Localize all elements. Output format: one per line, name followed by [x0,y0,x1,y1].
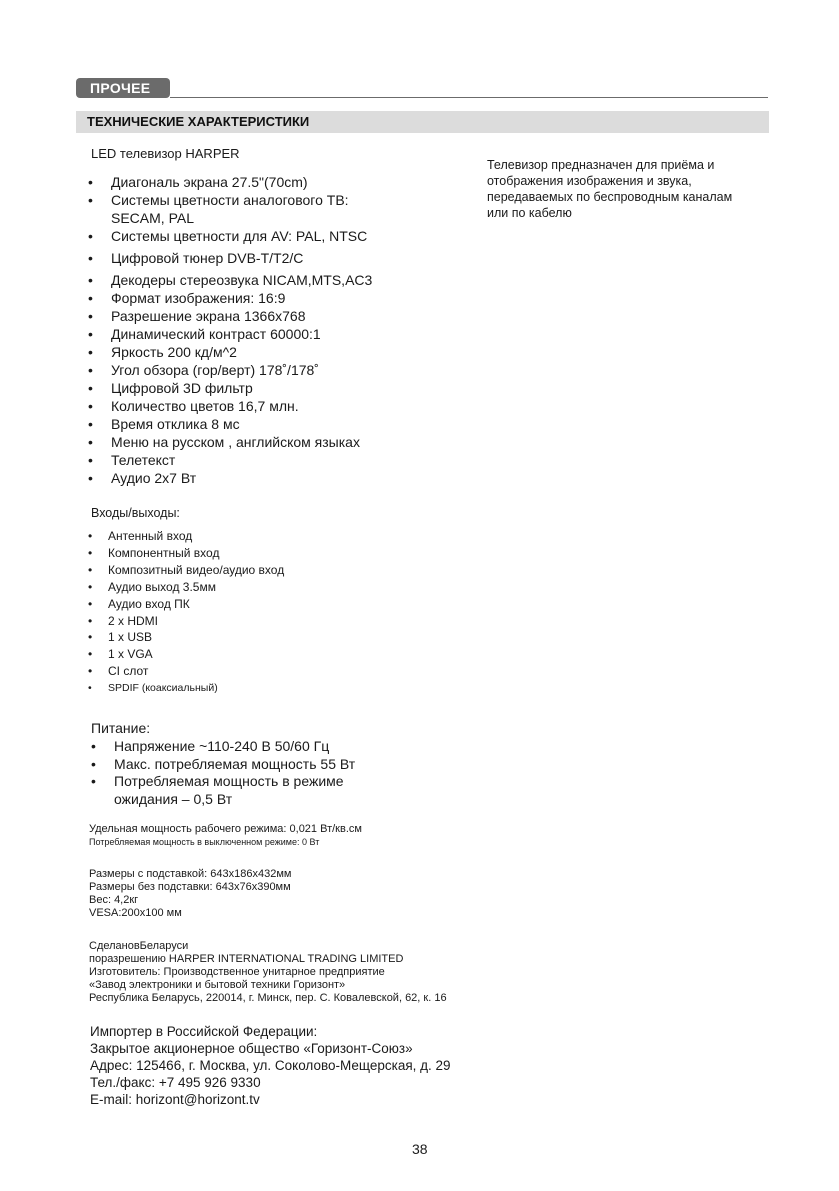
importer-block [90,1023,451,1108]
spec-item: • Цифровой тюнер DVB-T/T2/C [86,249,372,267]
io-item: • Антенный вход [86,528,284,545]
io-item: • SPDIF (коаксиальный) [86,680,284,697]
dimensions-block [89,868,291,920]
purpose-note-line: или по кабелю [487,206,572,220]
importer-line: Тел./факс: +7 495 926 9330 [90,1075,261,1090]
spec-item: • Системы цветности для AV: PAL, NTSC [86,227,372,245]
power-item-continuation: ожидания – 0,5 Вт [114,790,233,807]
spec-item: • Разрешение экрана 1366x768 [86,307,372,325]
section-divider [170,97,768,98]
power-item: • Макс. потребляемая мощность 55 Вт [89,756,355,774]
efficiency-line: Потребляемая мощность в выключенном режиме: 0 Вт [89,837,320,847]
manufacturer-line: Изготовитель: Производственное унитарное предприятие [89,966,385,978]
power-title: Питание: [91,720,151,736]
spec-item: • Аудио 2x7 Вт [86,469,372,487]
manufacturer-line: Республика Беларусь, 220014, г. Минск, пер. С. Ковалевской, 62, к. 16 [89,992,447,1004]
page-heading: ТЕХНИЧЕСКИЕ ХАРАКТЕРИСТИКИ [76,111,769,133]
purpose-note-line: передаваемых по беспроводным каналам [487,190,733,204]
io-item: • Аудио вход ПК [86,596,284,613]
purpose-note-line: отображения изображения и звука, [487,174,692,188]
io-item: • Компонентный вход [86,545,284,562]
io-item: • 1 x VGA [86,646,284,663]
io-item: • Композитный видео/аудио вход [86,562,284,579]
spec-item: • Декодеры стереозвука NICAM,MTS,AC3 [86,271,372,289]
manufacturer-line: СделановБеларуси [89,940,189,952]
spec-item-continuation: SECAM, PAL [111,210,194,226]
power-list [89,738,355,808]
io-item: • CI слот [86,663,284,680]
spec-item: • Меню на русском , английском языках [86,433,372,451]
io-item: • 1 x USB [86,629,284,646]
dimension-line: Размеры с подставкой: 643x186x432мм [89,868,292,880]
page-number: 38 [412,1141,428,1157]
dimension-line: Вес: 4,2кг [89,894,139,906]
io-item: • Аудио выход 3.5мм [86,579,284,596]
power-item: • Напряжение ~110-240 В 50/60 Гц [89,738,355,756]
spec-item: • Угол обзора (гор/верт) 178˚/178˚ [86,361,372,379]
spec-item: • Количество цветов 16,7 млн. [86,397,372,415]
efficiency-block [89,823,362,849]
spec-item: • Диагональ экрана 27.5"(70cm) [86,173,372,191]
importer-email: E-mail: horizont@horizont.tv [90,1092,260,1107]
manufacturer-line: «Завод электроники и бытовой техники Горизонт» [89,979,346,991]
dimension-line: VESA:200x100 мм [89,907,182,919]
io-item: • 2 x HDMI [86,613,284,630]
spec-item: • Телетекст [86,451,372,469]
spec-item: • Яркость 200 кд/м^2 [86,343,372,361]
importer-line: Импортер в Российской Федерации: [90,1024,318,1039]
model-line: LED телевизор HARPER [91,146,240,161]
dimension-line: Размеры без подставки: 643x76x390мм [89,881,291,893]
main-specs-list [86,173,372,487]
importer-line: Адрес: 125466, г. Москва, ул. Соколово-Мещерская, д. 29 [90,1058,451,1073]
spec-item: • Формат изображения: 16:9 [86,289,372,307]
section-tab: ПРОЧЕЕ [76,78,170,98]
spec-item: • Динамический контраст 60000:1 [86,325,372,343]
manufacturer-line: поразрешению HARPER INTERNATIONAL TRADING LIMITED [89,953,404,965]
purpose-note-line: Телевизор предназначен для приёма и [487,158,715,172]
spec-item: • Системы цветности аналогового ТВ: [86,191,372,209]
io-list [86,528,284,697]
manufacturer-block [89,940,447,1005]
spec-item: • Цифровой 3D фильтр [86,379,372,397]
purpose-note [487,157,777,221]
io-title: Входы/выходы: [91,506,180,520]
importer-line: Закрытое акционерное общество «Горизонт-Союз» [90,1041,413,1056]
power-item: • Потребляемая мощность в режиме [89,773,355,791]
spec-item: • Время отклика 8 мс [86,415,372,433]
efficiency-line: Удельная мощность рабочего режима: 0,021 Вт/кв.см [89,823,362,835]
